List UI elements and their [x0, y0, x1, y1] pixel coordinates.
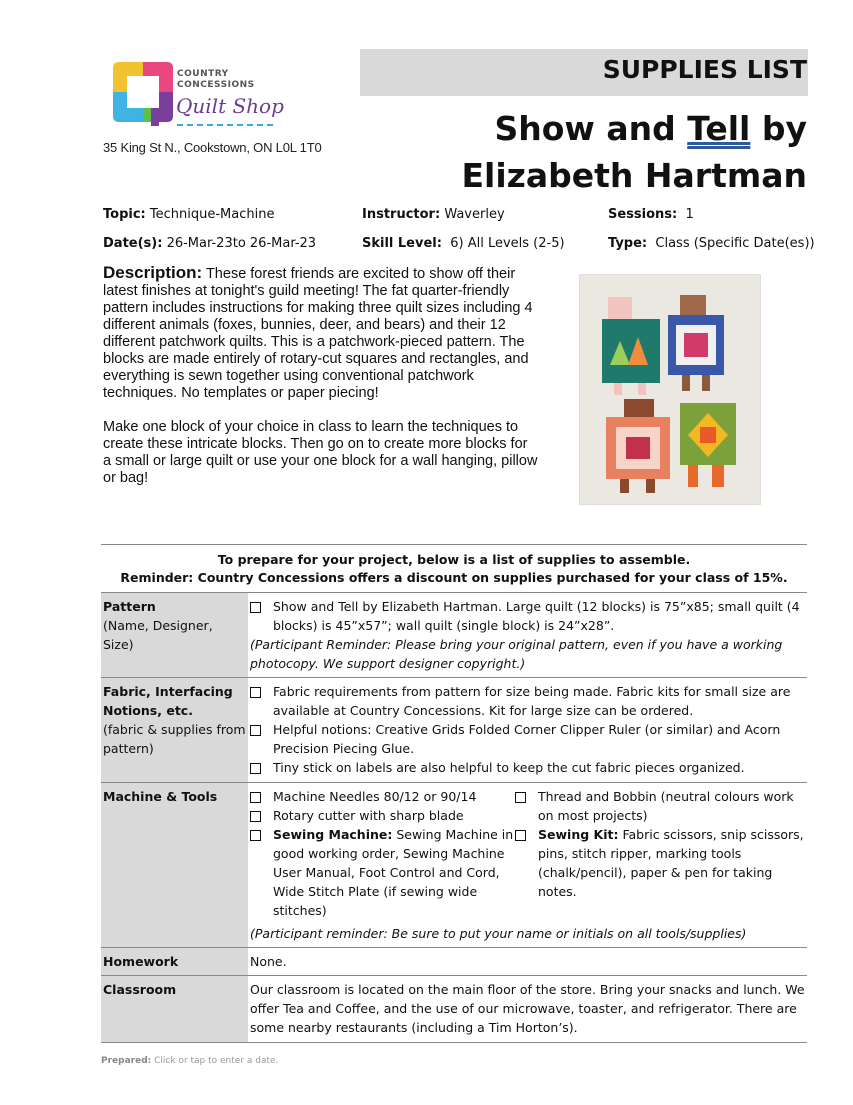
table-row	[101, 593, 807, 678]
description: Description: These forest friends are excited to show off their latest finishes at tonight's guild meeting! The fat quarter-friendly pattern includes instructions for making three quilt sizes including 4 different animals (foxes, bunnies, deer, and bears) and their 12 different patchwork quilts. This is a patchwork-pieced pattern. The blocks are made entirely of rotary-cut squares and rectangles, and everything is sewn together using conventional patchwork techniques. No templates or paper piecing! Make one block of your choice in class to learn the techniques to create these intricate blocks. Then go on to create more blocks for a small or large quilt or use your one block for a wall hanging, pillow or bag!	[103, 263, 538, 486]
row-content: None.	[248, 948, 807, 976]
supplies-intro: To prepare for your project, below is a list of supplies to assemble. Reminder: Country Concessions offers a discount on supplies purchased for your class of 15%.	[120, 552, 788, 585]
row-content: Machine Needles 80/12 or 90/14 Rotary cutter with sharp blade Sewing Machine: Sewing Machine in good working order, Sewing Machine User Manual, Foot Control and Cord, Wide Stitch Plate (if sewing wide stitches) Thread and Bobbin (neutral colours work on most projects) Sewing Kit: Fabric scissors, snip scissors, pins, stitch ripper, marking tools (chalk/pencil), paper & pen for taking notes. (Participant reminder: Be sure to put your name or initials on all tools/supplies)	[248, 783, 807, 948]
checkbox[interactable]	[515, 792, 526, 803]
skill-level-field: Skill Level: 6) All Levels (2-5)	[362, 236, 565, 251]
row-label: Classroom	[101, 976, 248, 1043]
row-label: Fabric, Interfacing Notions, etc. (fabric & supplies from pattern)	[101, 678, 248, 783]
logo-text: COUNTRY CONCESSIONS	[177, 69, 255, 90]
checkbox[interactable]	[250, 811, 261, 822]
checkbox[interactable]	[250, 687, 261, 698]
list-item: Fabric requirements from pattern for size being made. Fabric kits for small size are available at Country Concessions. Kit for large size can be ordered.	[250, 682, 805, 720]
row-content	[248, 678, 807, 783]
checkbox[interactable]	[250, 830, 261, 841]
list-item: Rotary cutter with sharp blade	[250, 806, 515, 825]
list-item: Machine Needles 80/12 or 90/14	[250, 787, 515, 806]
dates-field: Date(s): 26-Mar-23to 26-Mar-23	[103, 236, 317, 251]
sessions-field: Sessions: 1	[608, 207, 694, 222]
checkbox[interactable]	[515, 830, 526, 841]
list-item: Helpful notions: Creative Grids Folded Corner Clipper Ruler (or similar) and Acorn Precision Piecing Glue.	[250, 720, 805, 758]
list-item: Sewing Kit: Fabric scissors, snip scissors, pins, stitch ripper, marking tools (chalk/pencil), paper & pen for taking notes.	[515, 825, 805, 901]
table-row	[101, 783, 807, 948]
row-content: Show and Tell by Elizabeth Hartman. Large quilt (12 blocks) is 75”x85; small quilt (4 blocks) is 45”x57”; wall quilt (single block) is 24”x28”. (Participant Reminder: Please bring your original pattern, even if you have a working photocopy. We support designer copyright.)	[248, 593, 807, 678]
store-address: 35 King St N., Cookstown, ON L0L 1T0	[103, 140, 322, 155]
topic-field: Topic: Technique-Machine	[103, 207, 275, 222]
checkbox[interactable]	[250, 763, 261, 774]
logo-mark	[113, 62, 173, 126]
description-label: Description:	[103, 263, 203, 282]
supplies-heading: SUPPLIES LIST	[602, 55, 807, 84]
list-item: Show and Tell by Elizabeth Hartman. Large quilt (12 blocks) is 75”x85; small quilt (4 blocks) is 45”x57”; wall quilt (single block) is 24”x28”.	[250, 597, 805, 635]
instructor-field: Instructor: Waverley	[362, 207, 505, 222]
list-item: Tiny stick on labels are also helpful to keep the cut fabric pieces organized.	[250, 758, 805, 777]
prepared-field[interactable]: Prepared: Click or tap to enter a date.	[101, 1056, 279, 1066]
type-field: Type: Class (Specific Date(es))	[608, 236, 815, 251]
row-label: Machine & Tools	[101, 783, 248, 948]
logo-script: Quilt Shop	[176, 94, 284, 118]
quilt-photo	[579, 274, 761, 505]
table-row	[101, 976, 807, 1043]
list-item: Sewing Machine: Sewing Machine in good working order, Sewing Machine User Manual, Foot Control and Cord, Wide Stitch Plate (if sewing wide stitches)	[250, 825, 515, 920]
row-label: Homework	[101, 948, 248, 976]
table-row	[101, 678, 807, 783]
row-content: Our classroom is located on the main floor of the store. Bring your snacks and lunch. We offer Tea and Coffee, and the use of our microwave, toaster, and refrigerator. There are some nearby restaurants (including a Tim Horton’s).	[248, 976, 807, 1043]
divider	[101, 544, 807, 545]
list-item: Thread and Bobbin (neutral colours work on most projects)	[515, 787, 805, 825]
course-title: Show and Tell by Elizabeth Hartman	[461, 109, 807, 195]
row-label: Pattern (Name, Designer, Size)	[101, 593, 248, 678]
supplies-table	[101, 592, 807, 1043]
checkbox[interactable]	[250, 792, 261, 803]
checkbox[interactable]	[250, 725, 261, 736]
checkbox[interactable]	[250, 602, 261, 613]
table-row	[101, 948, 807, 976]
logo-divider	[177, 124, 273, 126]
